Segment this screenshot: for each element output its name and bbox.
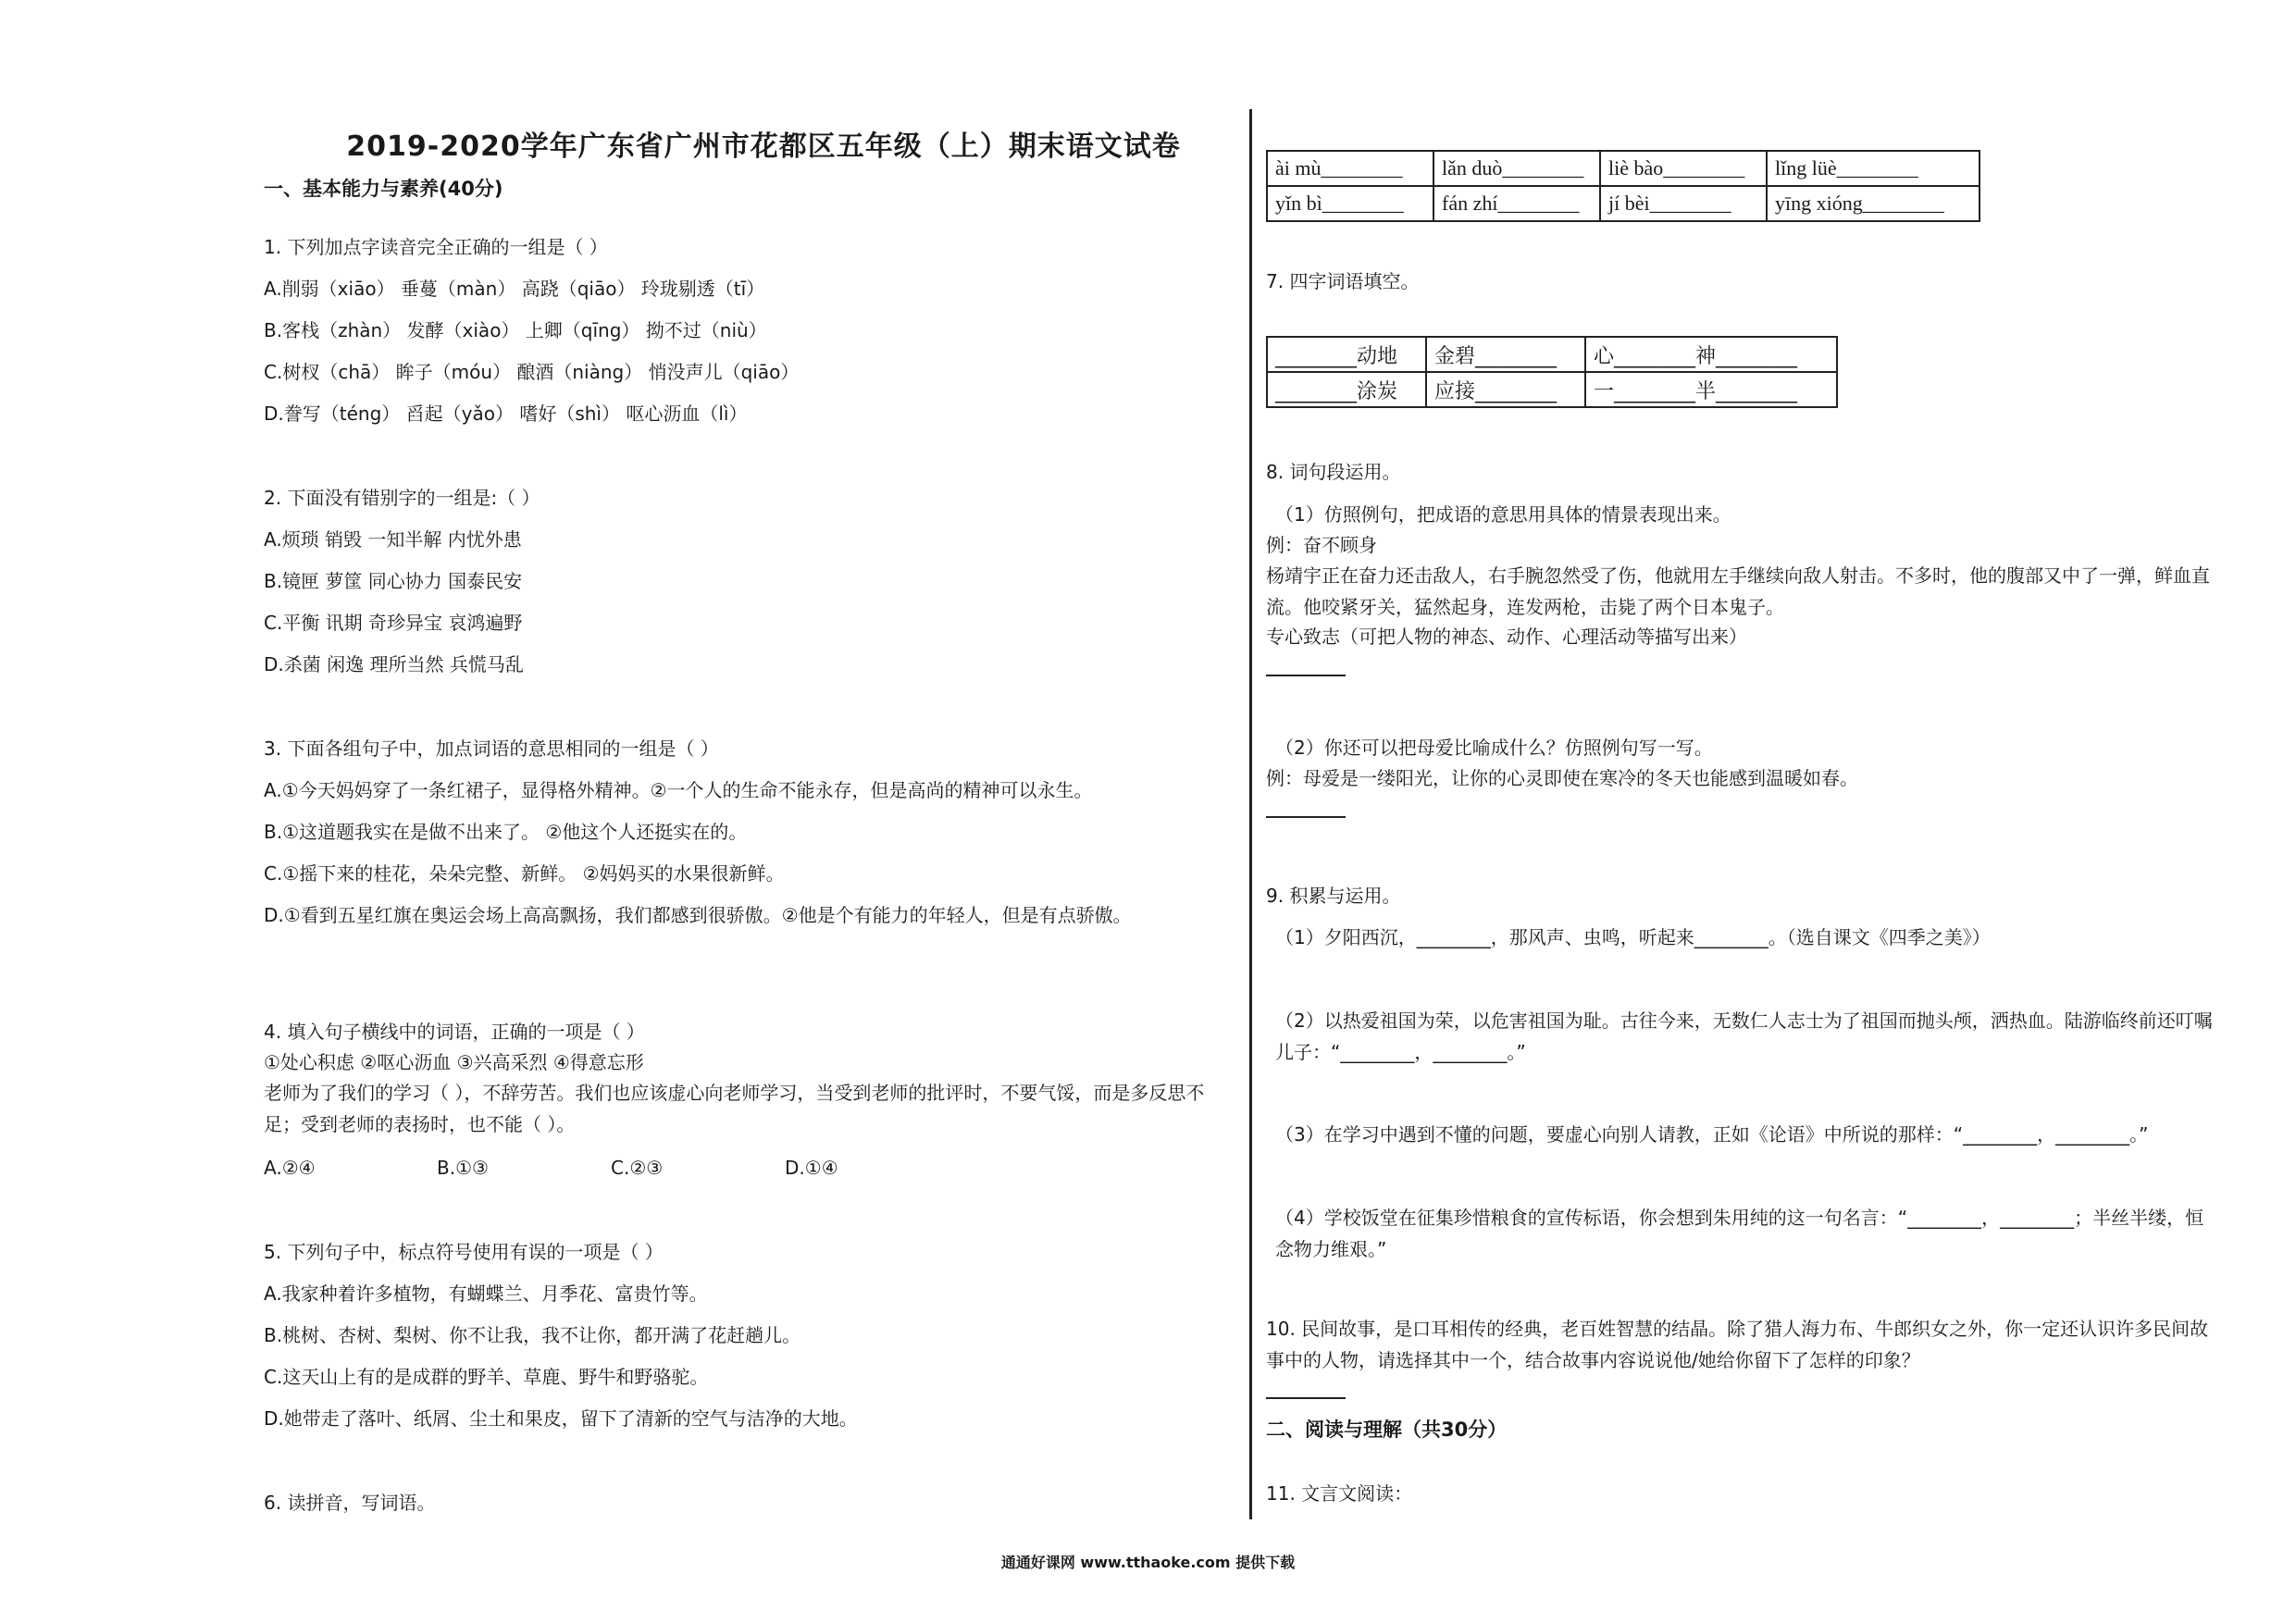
q8-example-text: 杨靖宇正在奋力还击敌人，右手腕忽然受了伤，他就用左手继续向敌人射击。不多时，他的腹部又中了一弹，鲜血直流。他咬紧牙关，猛然起身，连发两枪，击毙了两个日本鬼子。 bbox=[1266, 564, 2210, 618]
column-divider bbox=[1249, 109, 1252, 1519]
q5-stem: 5. 下列句子中，标点符号使用有误的一项是（ ） bbox=[264, 1241, 664, 1263]
pinyin-cell: yǐn bì________ bbox=[1267, 186, 1433, 221]
pinyin-cell: lǐng lüè________ bbox=[1767, 151, 1980, 186]
q7-stem: 7. 四字词语填空。 bbox=[1266, 270, 1420, 292]
q8-stem: 8. 词句段运用。 bbox=[1266, 461, 1401, 483]
q4-choice-b: B.①③ bbox=[437, 1157, 489, 1179]
q3-option-b: B.①这道题我实在是做不出来了。 ②他这个人还挺实在的。 bbox=[264, 821, 748, 843]
q4-choice-a: A.②④ bbox=[264, 1157, 316, 1179]
q8-task: 专心致志（可把人物的神态、动作、心理活动等描写出来） bbox=[1266, 626, 1747, 648]
q3-stem: 3. 下面各组句子中，加点词语的意思相同的一组是（ ） bbox=[264, 737, 719, 760]
q2-option-c: C.平衡 讯期 奇珍异宝 哀鸿遍野 bbox=[264, 612, 523, 634]
q5-option-b: B.桃树、杏树、梨树、你不让我，我不让你，都开满了花赶趟儿。 bbox=[264, 1324, 801, 1346]
q2-option-b: B.镜匣 萝筐 同心协力 国泰民安 bbox=[264, 570, 523, 592]
q3-option-a: A.①今天妈妈穿了一条红裙子，显得格外精神。②一个人的生命不能永存，但是高尚的精神可以永生。 bbox=[264, 779, 1093, 801]
answer-blank bbox=[1266, 816, 1346, 818]
pinyin-cell: ài mù________ bbox=[1267, 151, 1433, 186]
q9-item-1: （1）夕阳西沉，________，那风声、虫鸣，听起来________。（选自课文《四季之美》） bbox=[1275, 926, 1991, 948]
q1-option-c: C.树杈（chā） 眸子（móu） 酿酒（niàng） 悄没声儿（qiāo） bbox=[264, 361, 800, 383]
page-footer: 通通好课网 www.tthaoke.com 提供下载 bbox=[1000, 1554, 1296, 1571]
q4-choice-c: C.②③ bbox=[611, 1157, 664, 1179]
q6-stem: 6. 读拼音，写词语。 bbox=[264, 1492, 436, 1514]
q5-option-c: C.这天山上有的是成群的野羊、草鹿、野牛和野骆驼。 bbox=[264, 1366, 709, 1388]
q8-example2: 例：母爱是一缕阳光，让你的心灵即使在寒冷的冬天也能感到温暖如春。 bbox=[1266, 767, 1858, 789]
idiom-cell: ________涂炭 bbox=[1267, 372, 1426, 407]
q4-passage: 老师为了我们的学习（ ），不辞劳苦。我们也应该虚心向老师学习，当受到老师的批评时，不要气馁，而是多反思不足；受到老师的表扬时，也不能（ ）。 bbox=[264, 1082, 1205, 1135]
pinyin-cell: fán zhí________ bbox=[1433, 186, 1600, 221]
q1-option-a: A.削弱（xiāo） 垂蔓（màn） 高跷（qiāo） 玲珑剔透（tī） bbox=[264, 278, 765, 300]
pinyin-cell: jí bèi________ bbox=[1600, 186, 1767, 221]
q6-pinyin-table bbox=[1266, 150, 1980, 222]
q2-stem: 2. 下面没有错别字的一组是:（ ） bbox=[264, 487, 540, 509]
idiom-cell: ________动地 bbox=[1267, 337, 1426, 372]
q4-choice-d: D.①④ bbox=[785, 1157, 838, 1179]
q8-sub2-prompt: （2）你还可以把母爱比喻成什么？仿照例句写一写。 bbox=[1275, 737, 1713, 759]
idiom-cell: 金碧________ bbox=[1426, 337, 1585, 372]
q8-sub1-prompt: （1）仿照例句，把成语的意思用具体的情景表现出来。 bbox=[1275, 503, 1731, 526]
section-2-heading: 二、阅读与理解（共30分） bbox=[1266, 1419, 1508, 1441]
q3-option-c: C.①摇下来的桂花，朵朵完整、新鲜。 ②妈妈买的水果很新鲜。 bbox=[264, 862, 785, 885]
q3-option-d: D.①看到五星红旗在奥运会场上高高飘扬，我们都感到很骄傲。②他是个有能力的年轻人，但是有点骄傲。 bbox=[264, 904, 1132, 926]
q9-stem: 9. 积累与运用。 bbox=[1266, 885, 1401, 907]
table-row bbox=[1267, 186, 1980, 221]
table-row bbox=[1267, 372, 1837, 407]
q2-option-d: D.杀菌 闲逸 理所当然 兵慌马乱 bbox=[264, 653, 524, 675]
answer-blank bbox=[1266, 675, 1346, 676]
q1-stem: 1. 下列加点字读音完全正确的一组是（ ） bbox=[264, 236, 608, 258]
pinyin-cell: yīng xióng________ bbox=[1767, 186, 1980, 221]
table-row bbox=[1267, 337, 1837, 372]
section-1-heading: 一、基本能力与素养(40分) bbox=[264, 178, 503, 200]
q1-option-b: B.客栈（zhàn） 发酵（xiào） 上卿（qīng） 拗不过（niù） bbox=[264, 319, 767, 341]
q4-stem: 4. 填入句子横线中的词语，正确的一项是（ ） bbox=[264, 1021, 645, 1043]
pinyin-cell: liè bào________ bbox=[1600, 151, 1767, 186]
table-row bbox=[1267, 151, 1980, 186]
q9-item-4: （4）学校饭堂在征集珍惜粮食的宣传标语，你会想到朱用纯的这一句名言：“________，________；半丝半缕，恒念物力维艰。” bbox=[1275, 1207, 2204, 1260]
idiom-cell: 一________半________ bbox=[1585, 372, 1837, 407]
q8-example-label: 例：奋不顾身 bbox=[1266, 534, 1377, 556]
q11-stem: 11. 文言文阅读： bbox=[1266, 1482, 1413, 1505]
q10-stem: 10. 民间故事，是口耳相传的经典，老百姓智慧的结晶。除了猎人海力布、牛郎织女之外，你一定还认识许多民间故事中的人物，请选择其中一个，结合故事内容说说他/她给你留下了怎样的印象？ bbox=[1266, 1318, 2209, 1371]
q1-option-d: D.誊写（téng） 舀起（yǎo） 嗜好（shì） 呕心沥血（lì） bbox=[264, 403, 748, 425]
pinyin-cell: lǎn duò________ bbox=[1433, 151, 1600, 186]
q7-idiom-table bbox=[1266, 336, 1838, 408]
q9-item-2: （2）以热爱祖国为荣，以危害祖国为耻。古往今来，无数仁人志士为了祖国而抛头颅，洒热血。陆游临终前还叮嘱儿子：“________，________。” bbox=[1275, 1010, 2213, 1063]
answer-blank bbox=[1266, 1397, 1346, 1399]
idiom-cell: 心________神________ bbox=[1585, 337, 1837, 372]
exam-title: 2019-2020学年广东省广州市花都区五年级（上）期末语文试卷 bbox=[346, 130, 1181, 163]
q4-word-list: ①处心积虑 ②呕心沥血 ③兴高采烈 ④得意忘形 bbox=[264, 1051, 644, 1073]
q2-option-a: A.烦琐 销毁 一知半解 内忧外患 bbox=[264, 528, 522, 551]
q9-item-3: （3）在学习中遇到不懂的问题，要虚心向别人请教，正如《论语》中所说的那样：“________，________。” bbox=[1275, 1123, 2149, 1146]
q5-option-d: D.她带走了落叶、纸屑、尘土和果皮，留下了清新的空气与洁净的大地。 bbox=[264, 1407, 858, 1430]
idiom-cell: 应接________ bbox=[1426, 372, 1585, 407]
q5-option-a: A.我家种着许多植物，有蝴蝶兰、月季花、富贵竹等。 bbox=[264, 1282, 708, 1305]
